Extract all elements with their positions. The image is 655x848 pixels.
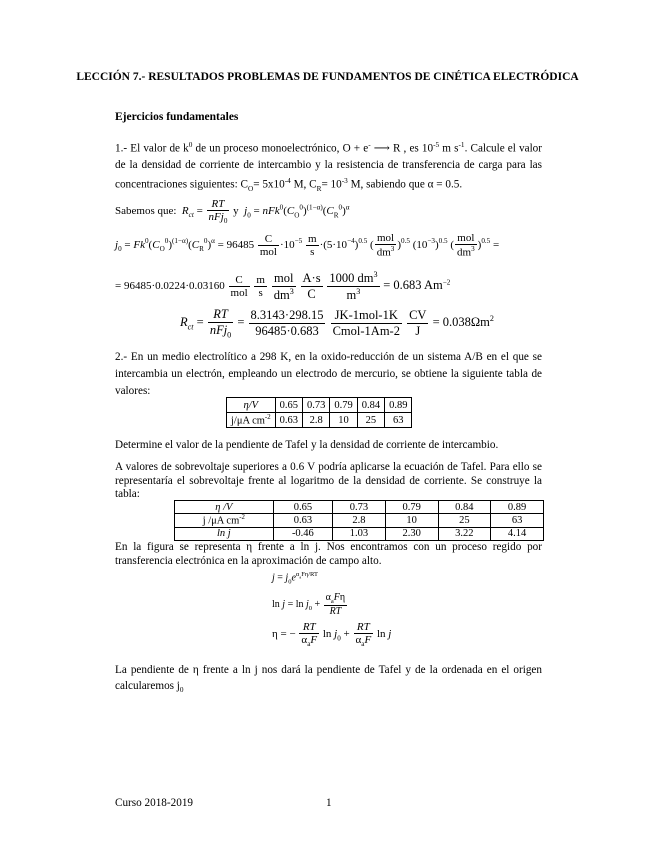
page-number: 1 xyxy=(326,797,332,809)
lnj-table xyxy=(174,500,544,541)
table-cell: 0.89 xyxy=(491,501,544,514)
footer-course: Curso 2018-2019 xyxy=(115,797,194,809)
table-row xyxy=(175,527,544,540)
table-cell: j/μA $cm^{-2}$ xyxy=(227,413,276,428)
equation-eta: η = − $\frac{RT}{\alpha_aF}$ $\ln j_0$ + $\frac{RT}{\alpha_aF}$ ln j xyxy=(272,621,392,649)
table-row xyxy=(175,514,544,528)
equation-j0-result: = 96485·0.0224·0.03160 $\frac{C}{\text{mol}}$ $\frac{m}{s}$ $\frac{\text{mol}}{dm^3}$ $\frac{A\cdot s}{C}$ $\frac{1000 dm^3}{m^3}$ = 0.683 $Am^{-2}$ xyxy=(115,270,451,303)
table-cell: 25 xyxy=(357,413,384,428)
table-cell: η/V xyxy=(227,398,276,413)
table-cell: 3.22 xyxy=(438,527,491,540)
table-cell: 63 xyxy=(385,413,412,428)
question-text: Determine el valor de la pendiente de Tafel y la densidad de corriente de intercambio. xyxy=(115,439,499,451)
equation-known: Sabemos que: $R_{ct}$ = $\frac{RT}{nFj_0}$ y $j_0 = nFk^0(C_O^0)^{(1-\alpha)}(C_R^0)^\alpha$ xyxy=(115,198,350,226)
table-cell: 0.65 xyxy=(275,398,302,413)
table-cell: 63 xyxy=(491,514,544,528)
values-table xyxy=(226,397,412,428)
table-cell: j /μA $cm^{-2}$ xyxy=(175,514,274,528)
table-cell: 0.79 xyxy=(385,501,438,514)
equation-ln: $\ln j = \ln j_0$ + $\frac{\alpha_aF\eta}{RT}$ xyxy=(272,592,346,617)
table-cell: 2.30 xyxy=(385,527,438,540)
table-cell: 25 xyxy=(438,514,491,528)
table-cell: 1.03 xyxy=(333,527,386,540)
table-cell: 0.84 xyxy=(357,398,384,413)
section-heading: Ejercicios fundamentales xyxy=(115,111,239,123)
table-cell: 0.84 xyxy=(438,501,491,514)
conclusion-text: La pendiente de η frente a ln j nos dará la pendiente de Tafel y de la ordenada en el origen calcularemos $j_0$ xyxy=(115,664,542,695)
problem-2-text: 2.- En un medio electrolítico a 298 K, en la oxido-reducción de un sistema A/B en el que se intercambia un electrón, empleando un electrodo de mercurio, se obtiene la siguiente tabla de valores: xyxy=(115,351,542,397)
table-cell: 0.79 xyxy=(330,398,357,413)
table-cell: 2.8 xyxy=(333,514,386,528)
equation-rct: $R_{ct}$ = $\frac{RT}{nFj_0}$ = $\frac{8.3143\cdot 298.15}{96485\cdot 0.683}$ $\frac{\text{JK-1mol-1K}}{\text{Cmol-1Am-2}}$ $\frac{CV}{J}$ = $0.038\Omega m^2$ xyxy=(180,307,494,340)
problem-1-text: 1.- El valor de $k^0$ de un proceso monoelectrónico, O + e- ⟶ R , es $10^{-5}$ m $s^{-1}$. Calcule el valor de la densidad de corriente de intercambio y la resistencia de transferencia de carga para las concentraciones siguientes: $C_O= 5x10^{-4}$ M, $C_R= 10^{-3}$ M, sabiendo que α = 0.5. xyxy=(115,141,542,193)
table-cell: 2.8 xyxy=(302,413,329,428)
table-cell: 10 xyxy=(385,514,438,528)
table-cell: -0.46 xyxy=(273,527,332,540)
table-cell: 10 xyxy=(330,413,357,428)
table-row xyxy=(227,398,412,413)
equation-j0: $j_0 = Fk^0(C_O^0)^{(1-\alpha)}(C_R^0)^\alpha = 96485$ $\frac{C}{\text{mol}}$ $\cdot 10^{-5}$ $\frac{m}{s}$ $\cdot(5\cdot 10^{-4})^{0.5}$ ( $\frac{\text{mol}}{dm^3}$ )$^{0.5}$ $(10^{-3})^{0.5}$ ( $\frac{\text{mol}}{dm^3}$ )$^{0.5}$ = xyxy=(115,232,500,259)
table-cell: 0.65 xyxy=(273,501,332,514)
table-cell: ln j xyxy=(175,527,274,540)
page-title: LECCIÓN 7.- RESULTADOS PROBLEMAS DE FUNDAMENTOS DE CINÉTICA ELECTRÓDICA xyxy=(76,71,579,83)
answer-intro-text: A valores de sobrevoltaje superiores a 0.6 V podría aplicarse la ecuación de Tafel. Para ello se representaría el sobrevoltaje frente al logaritmo de la densidad de corriente. Se construye la tabla: xyxy=(115,461,542,500)
table-row xyxy=(175,501,544,514)
table-cell: 0.73 xyxy=(333,501,386,514)
table-cell: 0.63 xyxy=(273,514,332,528)
table-cell: 0.89 xyxy=(385,398,412,413)
equation-tafel: $j = j_0e^{\alpha_aF\eta/RT}$ xyxy=(272,571,318,586)
table-cell: 4.14 xyxy=(491,527,544,540)
table-row xyxy=(227,413,412,428)
table-cell: η /V xyxy=(175,501,274,514)
figure-description: En la figura se representa η frente a ln j. Nos encontramos con un proceso regido por transferencia electrónica en la aproximación de campo alto. xyxy=(115,541,542,567)
table-cell: 0.63 xyxy=(275,413,302,428)
table-cell: 0.73 xyxy=(302,398,329,413)
